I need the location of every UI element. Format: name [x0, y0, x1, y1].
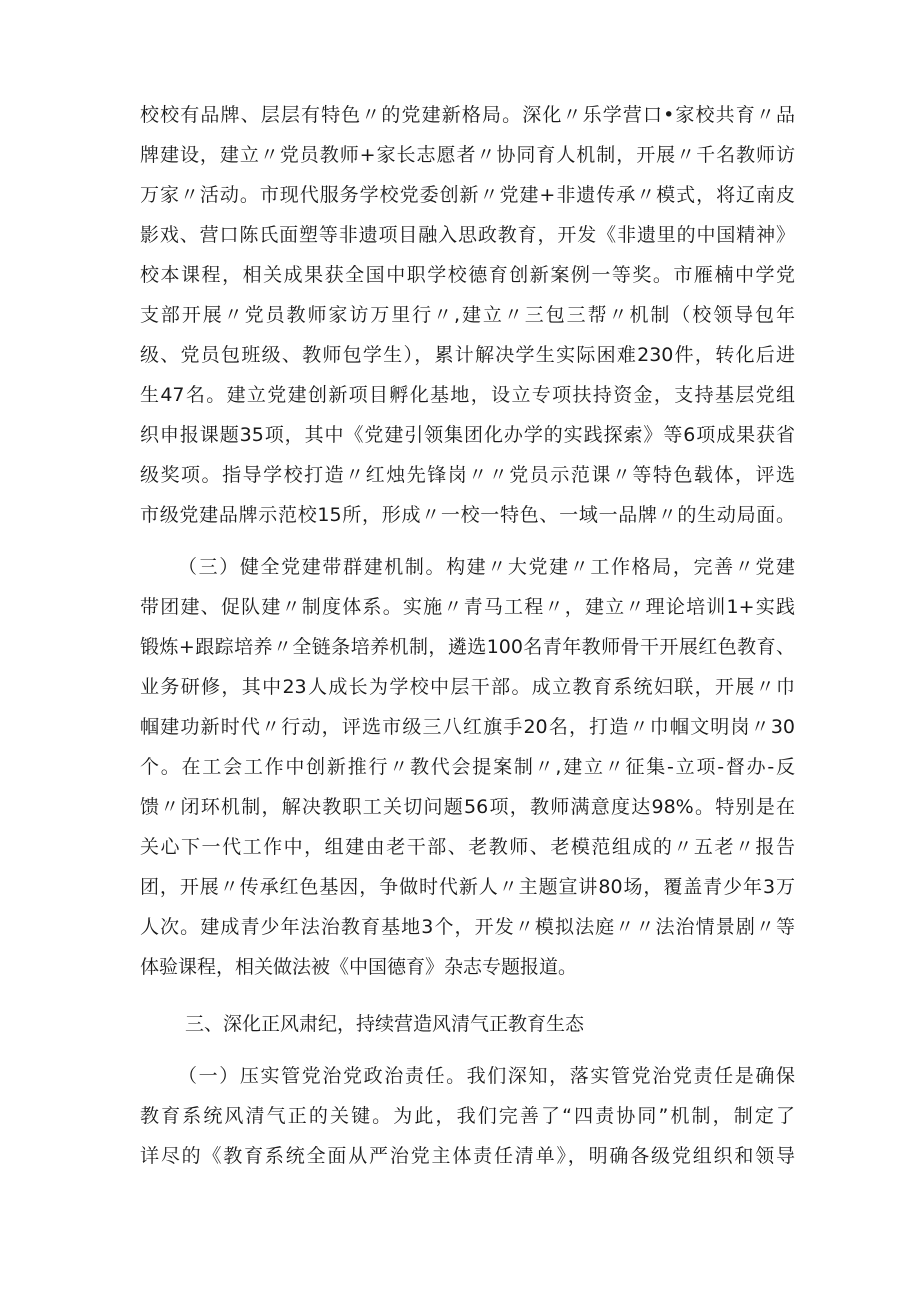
body-text-line: 织申报课题35项，其中《党建引领集团化办学的实践探索》等6项成果获省: [140, 424, 795, 446]
paragraph-first-line: （三）健全党建带群建机制。构建〃大党建〃工作格局，完善〃党建: [178, 556, 795, 578]
body-text-line: 带团建、促队建〃制度体系。实施〃青马工程〃，建立〃理论培训1+实践: [140, 596, 795, 618]
body-text-line: 锻炼+跟踪培养〃全链条培养机制，遴选100名青年教师骨干开展红色教育、: [140, 636, 795, 658]
body-text-line: 校本课程，相关成果获全国中职学校德育创新案例一等奖。市雁楠中学党: [140, 264, 795, 286]
body-text-line: 详尽的《教育系统全面从严治党主体责任清单》，明确各级党组织和领导: [140, 1145, 795, 1167]
body-text-line: 馈〃闭环机制，解决教职工关切问题56项，教师满意度达98%。特别是在: [140, 796, 795, 818]
body-text-line: 级、党员包班级、教师包学生），累计解决学生实际困难230件，转化后进: [140, 344, 795, 366]
body-text-line: 影戏、营口陈氏面塑等非遗项目融入思政教育，开发《非遗里的中国精神》: [140, 224, 795, 246]
section-heading: 三、深化正风肃纪，持续营造风清气正教育生态: [185, 1013, 585, 1035]
body-text-line: 市级党建品牌示范校15所，形成〃一校一特色、一域一品牌〃的生动局面。: [140, 504, 795, 526]
paragraph-first-line: （一）压实管党治党政治责任。我们深知，落实管党治党责任是确保: [178, 1065, 795, 1087]
body-text-line: 万家〃活动。市现代服务学校党委创新〃党建+非遗传承〃模式，将辽南皮: [140, 184, 795, 206]
body-text-line: 生47名。建立党建创新项目孵化基地，设立专项扶持资金，支持基层党组: [140, 384, 795, 406]
body-text-line: 帼建功新时代〃行动，评选市级三八红旗手20名，打造〃巾帼文明岗〃30: [140, 716, 795, 738]
body-text-line: 个。在工会工作中创新推行〃教代会提案制〃,建立〃征集-立项-督办-反: [140, 756, 795, 778]
paragraph-last-line: 体验课程，相关做法被《中国德育》杂志专题报道。: [140, 956, 578, 978]
body-text-line: 校校有品牌、层层有特色〃的党建新格局。深化〃乐学营口•家校共育〃品: [140, 104, 795, 126]
body-text-line: 教育系统风清气正的关键。为此，我们完善了“四责协同”机制，制定了: [140, 1105, 795, 1127]
body-text-line: 团，开展〃传承红色基因，争做时代新人〃主题宣讲80场，覆盖青少年3万: [140, 876, 795, 898]
body-text-line: 关心下一代工作中，组建由老干部、老教师、老模范组成的〃五老〃报告: [140, 836, 795, 858]
body-text-line: 支部开展〃党员教师家访万里行〃,建立〃三包三帮〃机制（校领导包年: [140, 304, 795, 326]
body-text-line: 级奖项。指导学校打造〃红烛先锋岗〃〃党员示范课〃等特色载体，评选: [140, 464, 795, 486]
body-text-line: 牌建设，建立〃党员教师+家长志愿者〃协同育人机制，开展〃千名教师访: [140, 144, 795, 166]
body-text-line: 人次。建成青少年法治教育基地3个，开发〃模拟法庭〃〃法治情景剧〃等: [140, 916, 795, 938]
body-text-line: 业务研修，其中23人成长为学校中层干部。成立教育系统妇联，开展〃巾: [140, 676, 795, 698]
